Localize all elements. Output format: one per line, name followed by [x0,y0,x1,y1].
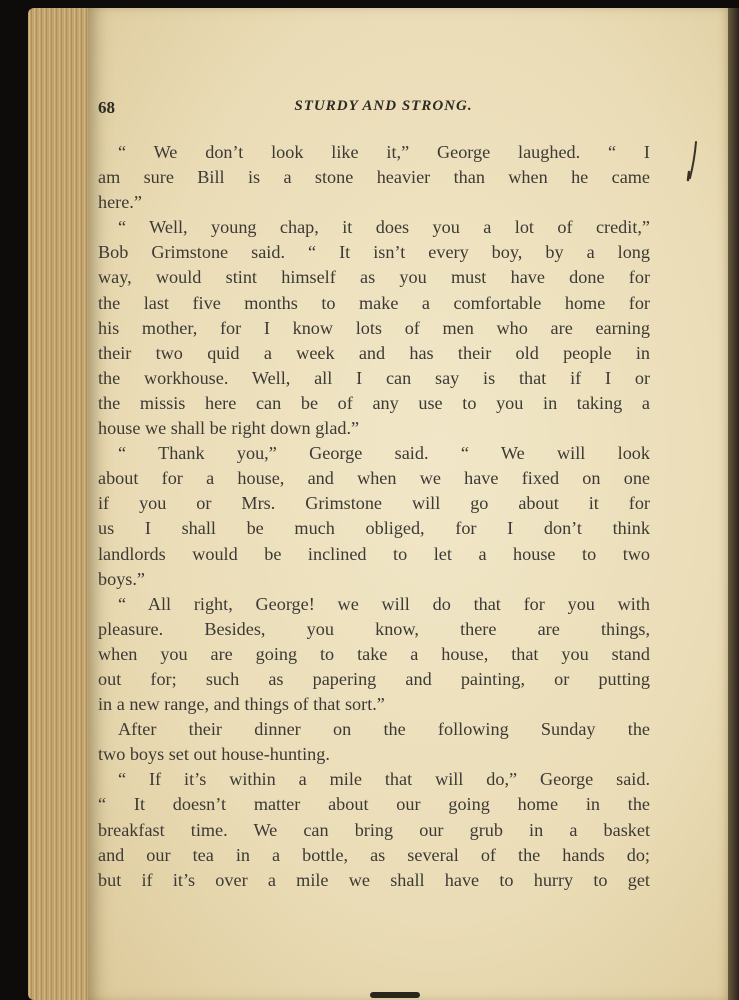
page-stain [370,992,420,998]
running-title: STURDY AND STRONG. [294,98,473,114]
text-line: his mother, for I know lots of men who are earning [98,317,650,338]
text-line: and our tea in a bottle, as several of the hands do; [98,844,650,865]
text-line: house we shall be right down glad.” [98,418,360,439]
text-line: “ Thank you,” George said. “ We will look [118,443,650,464]
page-header [98,98,669,122]
text-line: boys.” [98,568,145,589]
text-line: “ It doesn’t matter about our going home in the [98,794,650,815]
text-line: Bob Grimstone said. “ It isn’t every boy, by a long [98,242,650,263]
text-line: two boys set out house-hunting. [98,744,330,765]
text-line: in a new range, and things of that sort.” [98,694,385,715]
page-number: 68 [98,98,115,117]
text-line: if you or Mrs. Grimstone will go about it for [98,493,650,514]
text-line: their two quid a week and has their old people in [98,342,650,363]
text-line: about for a house, and when we have fixed on one [98,468,650,489]
text-line: the missis here can be of any use to you in taking a [98,392,650,413]
text-line: out for; such as papering and painting, or putting [98,668,650,689]
text-line: when you are going to take a house, that you stand [98,643,650,664]
text-line: “ We don’t look like it,” George laughed. “ I [118,142,650,162]
text-line: way, would stint himself as you must have done for [98,267,650,288]
text-line: us I shall be much obliged, for I don’t think [98,518,650,539]
text-line: landlords would be inclined to let a house to two [98,543,650,564]
body-text [98,140,650,893]
pencil-mark-icon [680,140,704,190]
text-line: “ If it’s within a mile that will do,” George said. [118,769,650,790]
text-line: the last five months to make a comfortable home for [98,292,650,313]
text-line: the workhouse. Well, all I can say is that if I or [98,367,650,388]
text-line: but if it’s over a mile we shall have to hurry to get [98,869,650,890]
text-line: here.” [98,192,142,213]
text-line: am sure Bill is a stone heavier than when he came [98,167,650,188]
text-line: “ Well, young chap, it does you a lot of credit,” [118,217,650,238]
text-line: After their dinner on the following Sunday the [118,719,650,740]
text-line: pleasure. Besides, you know, there are things, [98,618,650,639]
text-line: “ All right, George! we will do that for you with [118,593,650,614]
text-line: breakfast time. We can bring our grub in a basket [98,819,650,840]
